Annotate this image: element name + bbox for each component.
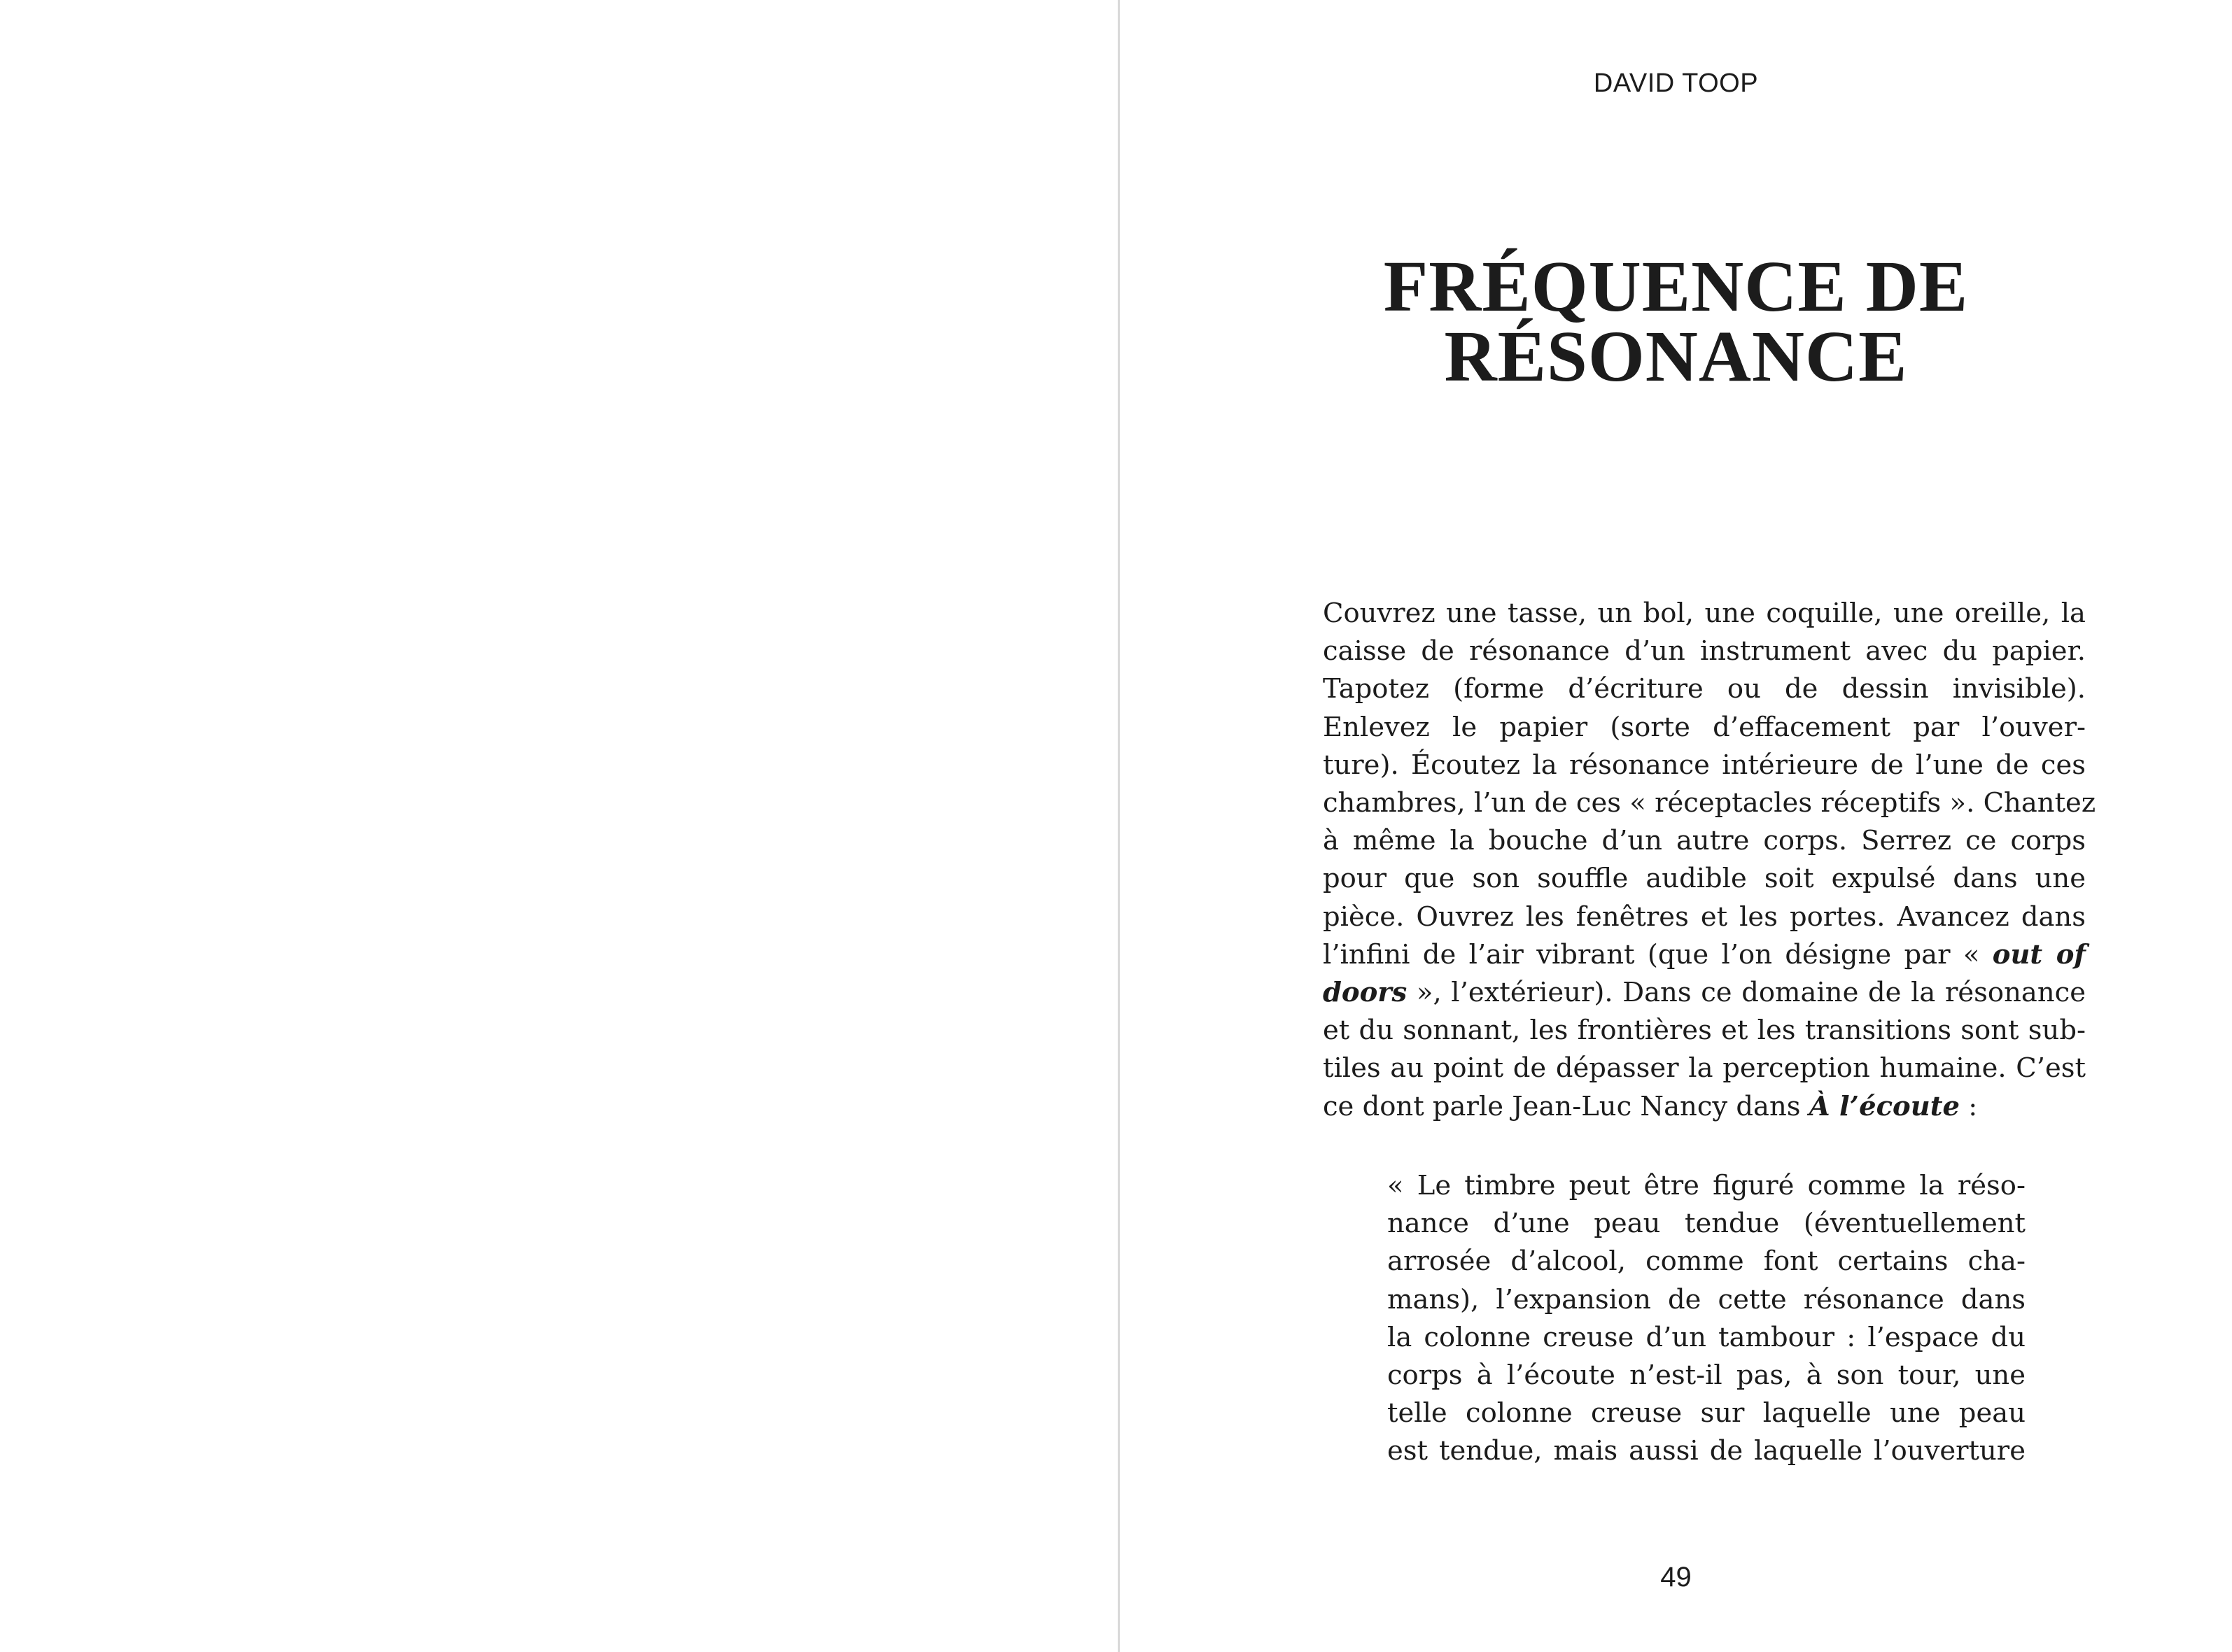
chapter-title-line-1: FRÉQUENCE DE xyxy=(1383,246,1969,327)
body-line-text: ce dont parle Jean-Luc Nancy dans xyxy=(1323,1090,1809,1122)
italic-book-title: À l’écoute xyxy=(1809,1090,1960,1122)
body-line: caisse de résonance d’un instrument avec du papier. xyxy=(1323,635,2086,668)
body-line: Tapotez (forme d’écriture ou de dessin invisible). xyxy=(1323,673,2086,705)
body-line: pièce. Ouvrez les fenêtres et les portes. Avancez dans xyxy=(1323,901,2086,933)
body-line: ture). Écoutez la résonance intérieure de l’une de ces xyxy=(1323,749,2086,781)
body-paragraph xyxy=(1323,595,2096,1126)
quote-line: est tendue, mais aussi de laquelle l’ouverture xyxy=(1387,1435,2026,1467)
quote-line: mans), l’expansion de cette résonance dans xyxy=(1387,1283,2026,1315)
quote-line: nance d’une peau tendue (éventuellement xyxy=(1387,1208,2026,1240)
quote-line: telle colonne creuse sur laquelle une peau xyxy=(1387,1397,2026,1429)
body-line xyxy=(1323,1088,2086,1126)
body-line: chambres, l’un de ces « réceptacles réceptifs ». Chantez xyxy=(1323,787,2096,819)
body-line-text: l’infini de l’air vibrant (que l’on désigne par « xyxy=(1323,938,1993,970)
italic-phrase: doors xyxy=(1323,977,1408,1009)
page-number: 49 xyxy=(1660,1562,1692,1593)
chapter-title xyxy=(1120,246,2232,397)
running-head-author: DAVID TOOP xyxy=(1593,69,1759,98)
body-line: Couvrez une tasse, un bol, une coquille, une oreille, la xyxy=(1323,598,2086,629)
body-line-text: : xyxy=(1959,1090,1978,1122)
quote-line: la colonne creuse d’un tambour : l’espace du xyxy=(1387,1321,2026,1353)
quote-line: arrosée d’alcool, comme font certains cha- xyxy=(1387,1245,2026,1278)
chapter-title-line-2: RÉSONANCE xyxy=(1444,316,1908,397)
block-quote xyxy=(1387,1167,2026,1471)
body-line: tiles au point de dépasser la perception humaine. C’est xyxy=(1323,1052,2086,1085)
italic-phrase: out of xyxy=(1992,938,2086,970)
body-line xyxy=(1323,936,2086,974)
body-line: pour que son souffle audible soit expulsé dans une xyxy=(1323,863,2086,895)
body-line xyxy=(1323,974,2086,1012)
body-line: à même la bouche d’un autre corps. Serrez ce corps xyxy=(1323,825,2086,857)
right-page xyxy=(1120,0,2232,1652)
body-line: Enlevez le papier (sorte d’effacement par l’ouver- xyxy=(1323,711,2086,743)
body-line-text: », l’extérieur). Dans ce domaine de la résonance xyxy=(1407,977,2086,1009)
body-line: et du sonnant, les frontières et les transitions sont sub- xyxy=(1323,1015,2086,1047)
quote-line: corps à l’écoute n’est-il pas, à son tour, une xyxy=(1387,1360,2026,1392)
quote-line: « Le timbre peut être figuré comme la réso- xyxy=(1387,1170,2026,1201)
